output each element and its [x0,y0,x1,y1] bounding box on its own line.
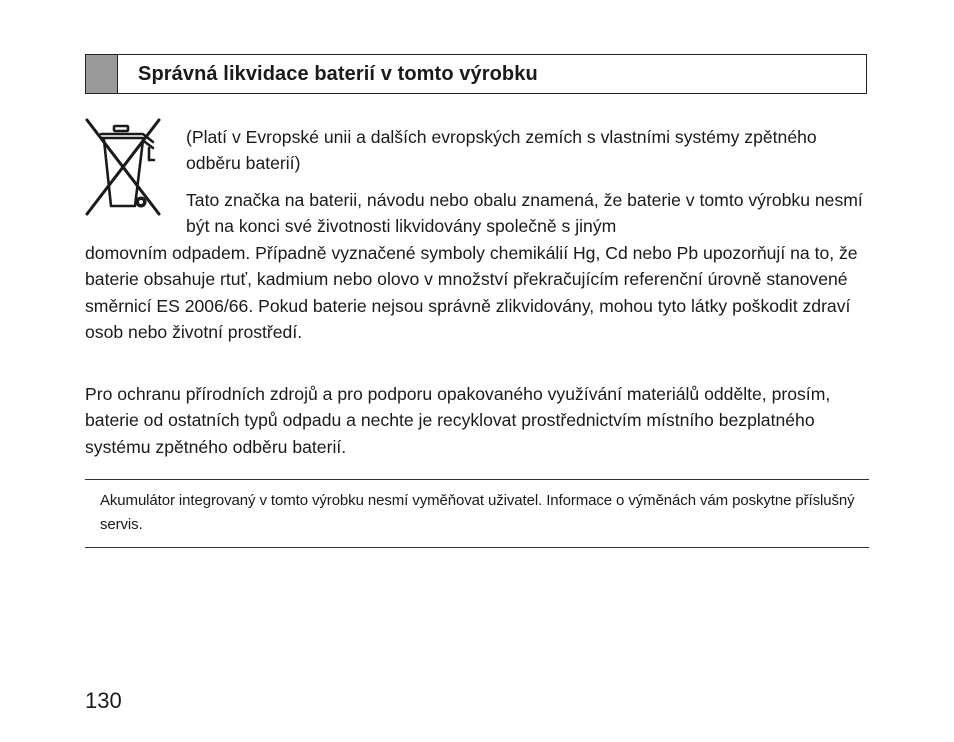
note-divider-top [85,479,869,480]
symbol-meaning-intro: Tato značka na baterii, návodu nebo obalu znamená, že baterie v tomto výrobku nesmí být na konci své životnosti likvidovány společně s jiným [186,190,863,237]
battery-replacement-note: Akumulátor integrovaný v tomto výrobku nesmí vyměňovat uživatel. Informace o výměnách vám poskytne příslušný servis. [100,492,855,533]
crossed-out-wheelie-bin-icon [83,118,163,218]
applicability-note: (Platí v Evropské unii a dalších evropských zemích s vlastními systémy zpětného odběru baterií) [186,127,817,174]
note-divider-bottom [85,547,869,548]
page-title: Správná likvidace baterií v tomto výrobku [138,62,538,85]
heading-accent-tab [86,55,118,93]
recycling-instructions: Pro ochranu přírodních zdrojů a pro podporu opakovaného využívání materiálů oddělte, prosím, baterie od ostatních typů odpadu a nechte je recyklovat prostřednictvím místního bezplatného systému zpětného odběru baterií. [85,384,831,457]
page-number: 130 [85,688,122,713]
symbol-meaning-continued: domovním odpadem. Případně vyznačené symboly chemikálií Hg, Cd nebo Pb upozorňují na to, že baterie obsahuje rtuť, kadmium nebo olovo v množství překračujícím referenční úrovně stanovené směrnicí ES 2006/66. Pokud baterie nejsou správně zlikvidovány, mohou tyto látky poškodit zdraví osob nebo životní prostředí. [85,243,858,342]
section-heading [85,54,867,94]
